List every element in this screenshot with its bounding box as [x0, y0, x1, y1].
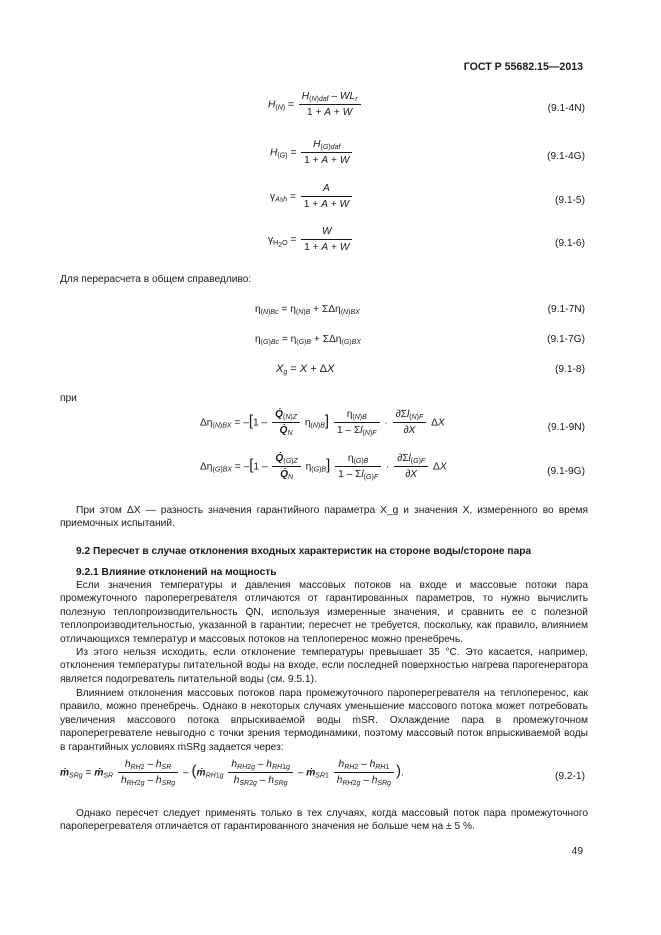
equation-number: (9.1-5) — [554, 195, 585, 206]
equation-number: (9.1-7G) — [547, 334, 585, 345]
formula: $H_{(G)}$ = $\frac{H_{(G)daf}}{1 + A + W}$ — [270, 138, 354, 168]
page-number: 49 — [571, 846, 583, 857]
equation-9-1-7g — [0, 333, 661, 367]
section-9-2-heading: 9.2 Пересчет в случае отклонения входных характеристик на стороне воды/стороне пара — [76, 546, 532, 557]
standard-header: ГОСТ Р 55682.15—2013 — [463, 61, 583, 73]
equation-9-1-9n — [0, 408, 661, 442]
recalc-general-text: Для перерасчета в общем справедливо: — [60, 274, 252, 285]
equation-number: (9.1-7N) — [547, 304, 585, 315]
equation-number: (9.1-4G) — [547, 151, 585, 162]
formula: $X_g = X + \Delta X$ — [276, 363, 335, 376]
equation-9-1-5 — [0, 182, 661, 216]
equation-9-1-4n — [0, 90, 661, 124]
equation-9-1-6 — [0, 225, 661, 259]
formula: ṁ$_{SRg}$ = ṁ$_{SR}$ $\frac{h_{RH2} - h_{SR}}{h_{RH2g} - h_{SRg}}$ – (ṁ$_{RH1g}$ $\frac{h_{RH2g} - h_{RH1g}}{h_{SR2g} - h_{SRg}}$ – ṁ$_{SR1}$ $\frac{h_{RH2} - h_{RH1}}{h_{RH2g} - h_{SRg}}$ ). — [60, 759, 404, 788]
paragraph-3: Влиянием отклонения массовых потоков пара промежуточного пароперегревателя на теплоперенос, как правило, можно пренебречь. Однако в некоторых случаях уменьшение массового потока может потребовать увеличения массового потока впрыскиваемой воды ṁSR. Охлаждение пара в промежуточном пароперегревателе невыгодно с точки зрения термодинамики, поэтому массовый поток впрыскиваемой воды в гарантийных условиях ṁSRg задается через: — [60, 688, 588, 753]
equation-number: (9.1-6) — [554, 238, 585, 249]
formula: $\Delta\eta_{(G)BX} = -[1$ – $\frac{Q̇_{(G)Z}}{Q̇_N}$ $\eta_{(G)B}$] $\frac{\eta_{(G)B}}{1 - \Sigma l_{(G)F}}$ · $\frac{\partial\Sigma l_{(G)F}}{\partial X}$ ΔX — [200, 453, 447, 482]
paragraph-4: Однако пересчет следует применять только в тех случаях, когда массовый поток пара промежуточного пароперегревателя отличается от гарантированного значения не больше чем на ± 5 %. — [60, 808, 588, 833]
formula: $\Delta\eta_{(N)BX} = -[1$ – $\frac{Q̇_{(N)Z}}{Q̇_N}$ $\eta_{(N)B}$] $\frac{\eta_{(N)B}}{1 - \Sigma l_{(N)F}}$ · $\frac{\partial\Sigma l_{(N)F}}{\partial X}$ ΔX — [200, 409, 445, 438]
equation-number: (9.1-9G) — [547, 466, 585, 477]
paragraph-2: Из этого нельзя исходить, если отклонение температуры превышает 35 °С. Это касается, например, отклонения температуры питательной воды на входе, если последней поверхностью нагрева парогенератора является подогреватель питательной воды (см. 9.5.1). — [60, 647, 588, 685]
formula: $\eta_{(N)Bc} = \eta_{(N)B} + \Sigma\Delta\eta_{(N)BX}$ — [255, 304, 360, 316]
formula: $\eta_{(G)Bc} = \eta_{(G)B} + \Sigma\Delta\eta_{(G)BX}$ — [255, 334, 361, 346]
paragraph-1: Если значения температуры и давления массовых потоков на входе и массовые потоки пара промежуточного пароперегревателя отличаются от гарантированных параметров, то нужно вычислить полезную теплопроизводительность Q̇N, используя измеренные значения, и сравнить ее с полезной теплопроизводительностью, указанной в гарантии; пересчет не требуется, поскольку, как правило, влиянием отличающихся температур и массовых потоков на теплоперенос можно пренебречь. — [60, 580, 588, 645]
formula: $H_{(N)}$ = $\frac{H_{(N)daf} - WL_r}{1 + A + W}$ — [268, 90, 363, 120]
equation-9-1-9g — [0, 452, 661, 486]
equation-number: (9.1-9N) — [547, 422, 585, 433]
equation-9-2-1 — [0, 758, 661, 792]
equation-number: (9.2-1) — [554, 771, 585, 782]
pri-text: при — [60, 393, 77, 404]
equation-9-1-4g — [0, 138, 661, 172]
equation-number: (9.1-8) — [554, 364, 585, 375]
equation-number: (9.1-4N) — [547, 103, 585, 114]
equation-9-1-7n — [0, 303, 661, 337]
formula: $\gamma_{H_2O}$ = $\frac{W}{1 + A + W}$ — [268, 225, 354, 255]
section-9-2-1-heading: 9.2.1 Влияние отклонений на мощность — [76, 567, 277, 578]
formula: $\gamma_{Ash}$ = $\frac{A}{1 + A + W}$ — [270, 182, 354, 212]
delta-x-note: При этом ΔX — разность значения гарантийного параметра X_g и значения X, измеренного во время приемочных испытаний. — [60, 505, 588, 530]
